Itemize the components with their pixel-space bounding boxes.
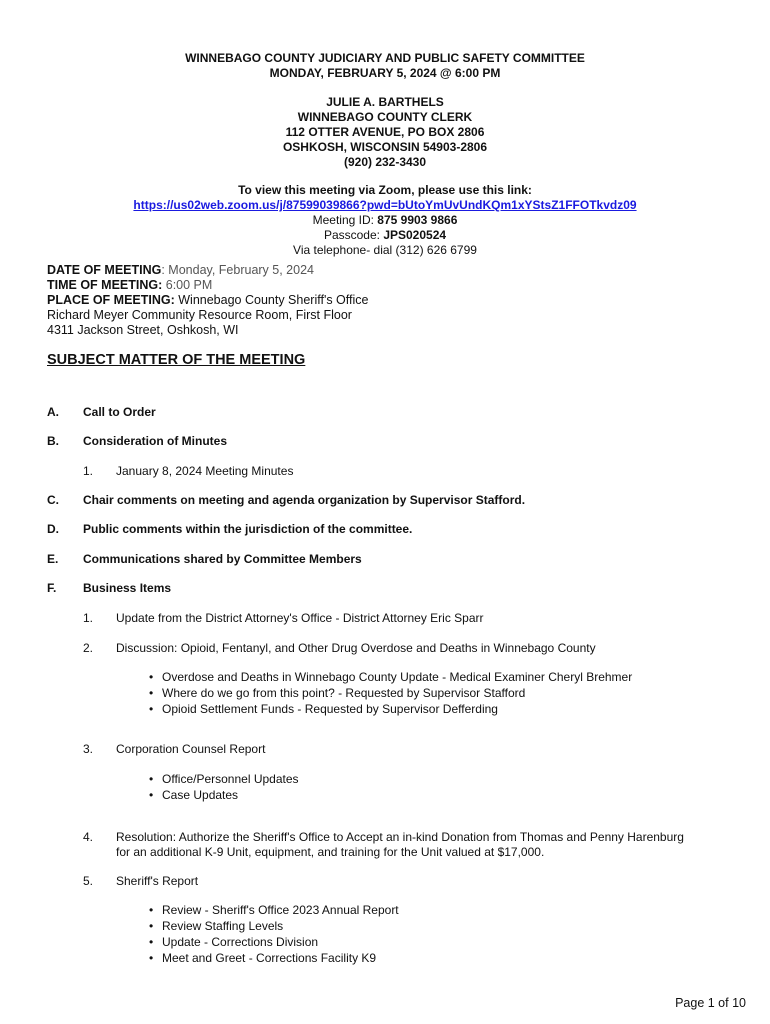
bullet-icon: • [149,686,154,700]
list-item: • Meet and Greet - Corrections Facility K9 [149,951,377,965]
place-label: PLACE OF MEETING: [47,293,175,307]
bullet-icon: • [149,935,154,949]
agenda-text: Business Items [83,581,172,595]
bullet-icon: • [149,919,154,933]
clerk-name: JULIE A. BARTHELS [326,95,444,109]
meeting-details [47,263,368,338]
time-value: 6:00 PM [162,278,213,292]
subitem-text: Sheriff's Report [116,874,199,888]
passcode-line [0,228,770,243]
street: 4311 Jackson Street, Oshkosh, WI [47,323,239,337]
subject-heading: SUBJECT MATTER OF THE MEETING [47,352,306,368]
business-item-5-bullets [148,902,399,966]
agenda-text: Call to Order [83,405,156,419]
agenda-text: Chair comments on meeting and agenda organization by Supervisor Stafford. [83,493,526,507]
list-item: • Opioid Settlement Funds - Requested by Supervisor Defferding [149,702,498,716]
agenda-text: Public comments within the jurisdiction of the committee. [83,522,413,536]
meeting-header [0,51,770,81]
subitem-number: 3. [83,742,94,756]
committee-title: WINNEBAGO COUNTY JUDICIARY AND PUBLIC SAFETY COMMITTEE [185,51,585,65]
list-item: • Update - Corrections Division [149,935,319,949]
subitem-text: Update from the District Attorney's Office - District Attorney Eric Sparr [116,611,484,625]
room: Richard Meyer Community Resource Room, First Floor [47,308,352,322]
agenda-text: Consideration of Minutes [83,434,227,448]
place-value: Winnebago County Sheriff's Office [174,293,369,307]
page-number: Page 1 of 10 [675,996,746,1010]
date-value: : Monday, February 5, 2024 [161,263,314,277]
clerk-block [0,95,770,170]
list-item: • Review - Sheriff's Office 2023 Annual Report [149,903,399,917]
clerk-address-2: OSHKOSH, WISCONSIN 54903-2806 [282,140,488,154]
subitem-text: Resolution: Authorize the Sheriff's Office to Accept an in-kind Donation from Thomas and Penny Harenburg [116,830,684,844]
zoom-intro: To view this meeting via Zoom, please use this link: [238,183,532,197]
subitem-text: January 8, 2024 Meeting Minutes [116,464,294,478]
subitem-number: 4. [83,830,94,844]
subitem-number: 2. [83,641,94,655]
bullet-icon: • [149,772,154,786]
meeting-id-label: Meeting ID: [312,213,374,227]
bullet-icon: • [149,788,154,802]
bullet-icon: • [149,903,154,917]
date-label: DATE OF MEETING [47,263,162,277]
bullet-icon: • [149,670,154,684]
agenda-text: Communications shared by Committee Members [83,552,362,566]
list-item: • Overdose and Deaths in Winnebago County Update - Medical Examiner Cheryl Brehmer [149,670,633,684]
time-label: TIME OF MEETING: [47,278,163,292]
passcode-label: Passcode: [323,228,380,242]
subitem-text-continued: for an additional K-9 Unit, equipment, and training for the Unit valued at $17,000. [116,845,545,859]
business-item-2-bullets [148,669,632,717]
meeting-datetime: MONDAY, FEBRUARY 5, 2024 @ 6:00 PM [269,66,501,80]
business-item-3-bullets [148,771,299,803]
agenda-letter: A. [47,405,59,419]
clerk-phone: (920) 232-3430 [343,155,427,169]
bullet-icon: • [149,951,154,965]
subitem-text: Discussion: Opioid, Fentanyl, and Other Drug Overdose and Deaths in Winnebago County [116,641,596,655]
list-item: • Case Updates [149,788,239,802]
agenda-letter: E. [47,552,59,566]
subitem-number: 5. [83,874,94,888]
agenda-letter: D. [47,522,59,536]
passcode: JPS020524 [383,228,447,242]
agenda-letter: C. [47,493,59,507]
bullet-icon: • [149,702,154,716]
list-item: • Office/Personnel Updates [149,772,299,786]
list-item: • Review Staffing Levels [149,919,284,933]
clerk-title: WINNEBAGO COUNTY CLERK [297,110,473,124]
list-item: • Where do we go from this point? - Requested by Supervisor Stafford [149,686,526,700]
subitem-number: 1. [83,464,94,478]
zoom-link[interactable]: https://us02web.zoom.us/j/87599039866?pwd=bUtoYmUvUndKQm1xYStsZ1FFOTkvdz09 [133,198,637,212]
subitem-text: Corporation Counsel Report [116,742,266,756]
agenda-letter: B. [47,434,59,448]
telephone-line: Via telephone- dial (312) 626 6799 [293,243,477,257]
clerk-address-1: 112 OTTER AVENUE, PO BOX 2806 [285,125,485,139]
subitem-number: 1. [83,611,94,625]
agenda-letter: F. [47,581,57,595]
meeting-id-line [0,213,770,228]
zoom-block [0,183,770,258]
meeting-id: 875 9903 9866 [377,213,458,227]
